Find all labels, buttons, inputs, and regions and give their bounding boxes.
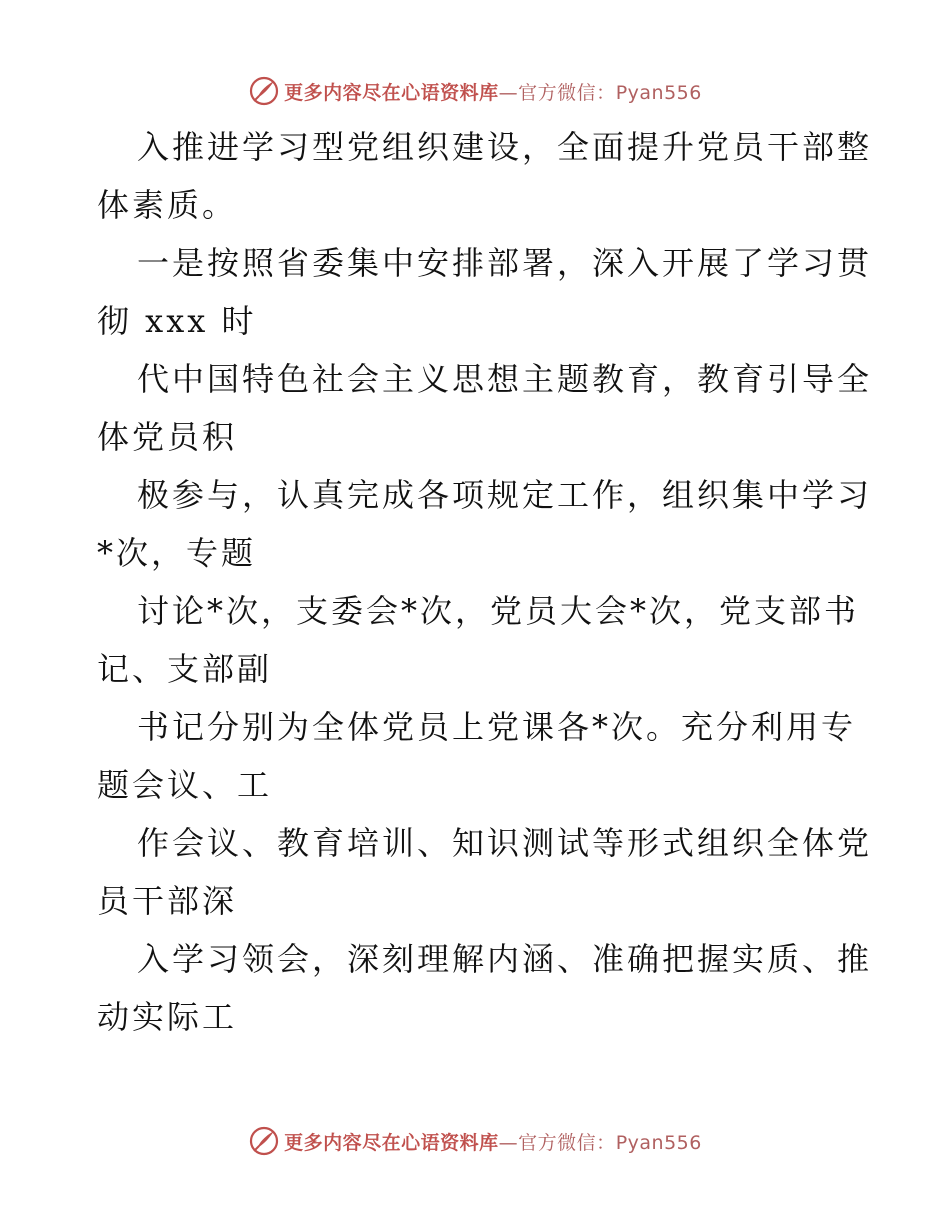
text-line: 动实际工 bbox=[97, 998, 238, 1036]
brand-text: 更多内容尽在心语资料库 bbox=[284, 1131, 499, 1154]
official-text: 官方微信： bbox=[518, 81, 616, 104]
text-line: 入推进学习型党组织建设，全面提升党员干部整 bbox=[137, 128, 873, 166]
text-line: 入学习领会，深刻理解内涵、准确把握实质、推 bbox=[137, 940, 873, 978]
text-line: 书记分别为全体党员上党课各*次。充分利用专 bbox=[137, 708, 857, 746]
text-line: 一是按照省委集中安排部署，深入开展了学习贯 bbox=[137, 244, 873, 282]
text-line: 员干部深 bbox=[97, 882, 238, 920]
text-line: 代中国特色社会主义思想主题教育，教育引导全 bbox=[137, 360, 873, 398]
text-line: 极参与，认真完成各项规定工作，组织集中学习 bbox=[137, 476, 873, 514]
wechat-id: Pyan556 bbox=[615, 81, 702, 104]
watermark-text bbox=[284, 78, 702, 105]
quill-logo-icon bbox=[248, 75, 280, 107]
brand-text: 更多内容尽在心语资料库 bbox=[284, 81, 499, 104]
text-line: 彻 xxx 时 bbox=[97, 302, 257, 340]
text-line: *次，专题 bbox=[97, 534, 257, 572]
document-body bbox=[97, 118, 873, 1046]
text-line: 作会议、教育培训、知识测试等形式组织全体党 bbox=[137, 824, 873, 862]
official-text: 官方微信： bbox=[518, 1131, 616, 1154]
header-watermark bbox=[0, 71, 950, 111]
text-line: 体素质。 bbox=[97, 186, 238, 224]
text-line: 题会议、工 bbox=[97, 766, 273, 804]
text-line: 记、支部副 bbox=[97, 650, 273, 688]
text-line: 讨论*次，支委会*次，党员大会*次，党支部书 bbox=[137, 592, 860, 630]
dash: — bbox=[498, 1131, 519, 1154]
wechat-id: Pyan556 bbox=[615, 1131, 702, 1154]
footer-watermark bbox=[0, 1121, 950, 1161]
dash: — bbox=[498, 81, 519, 104]
watermark-text bbox=[284, 1128, 702, 1155]
quill-logo-icon bbox=[248, 1125, 280, 1157]
text-line: 体党员积 bbox=[97, 418, 238, 456]
